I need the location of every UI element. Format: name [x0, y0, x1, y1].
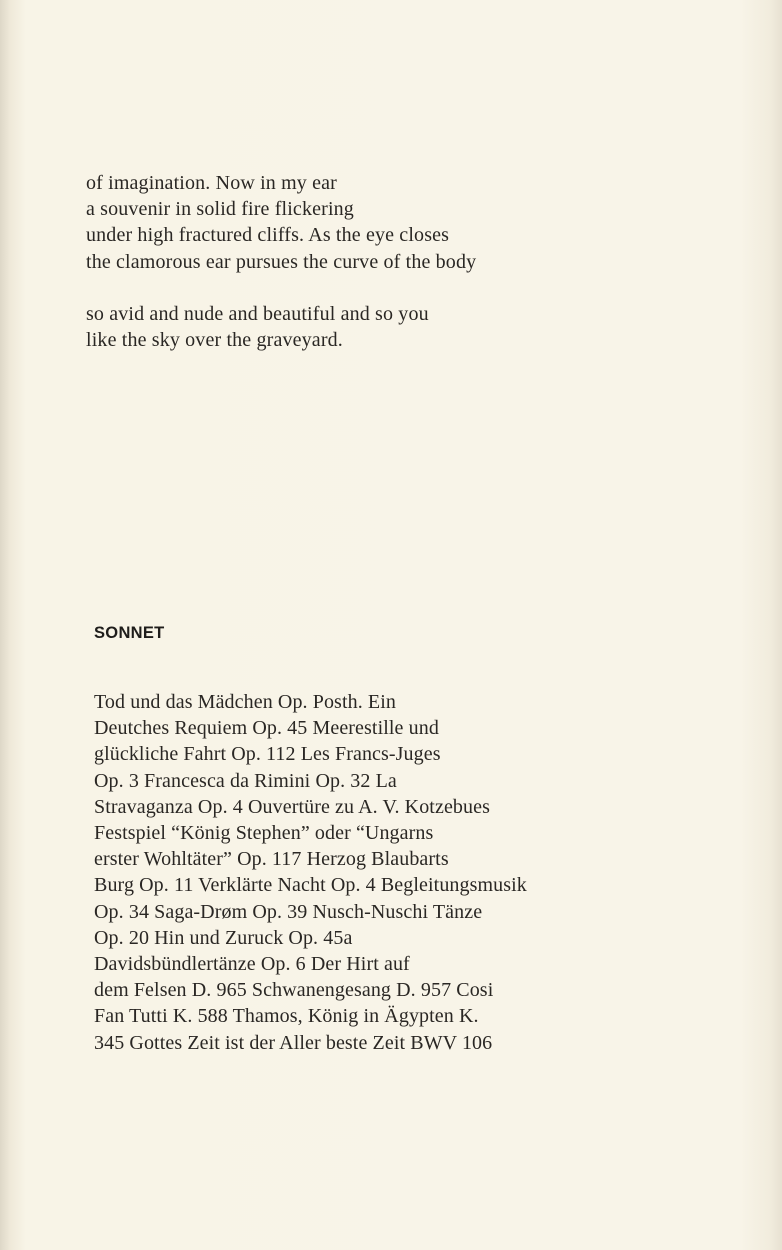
sonnet-title: SONNET — [94, 624, 165, 642]
poem-stanza-1 — [86, 170, 706, 275]
sonnet-body — [94, 689, 714, 1056]
poem-stanza-2 — [86, 301, 706, 353]
sonnet-line: erster Wohltäter” Op. 117 Herzog Blaubarts — [94, 848, 449, 871]
sonnet-line: Davidsbündlertänze Op. 6 Der Hirt auf — [94, 953, 410, 976]
sonnet-line: Tod und das Mädchen Op. Posth. Ein — [94, 691, 396, 713]
sonnet-line: Deutches Requiem Op. 45 Meerestille und — [94, 717, 439, 740]
poem-line: a souvenir in solid fire flickering — [86, 198, 354, 221]
poem-line: the clamorous ear pursues the curve of the body — [86, 250, 477, 273]
sonnet-line: Burg Op. 11 Verklärte Nacht Op. 4 Begleitungsmusik — [94, 874, 527, 897]
sonnet-line: Stravaganza Op. 4 Ouvertüre zu A. V. Kotzebues — [94, 795, 490, 818]
poem-line: of imagination. Now in my ear — [86, 172, 337, 194]
sonnet-line: dem Felsen D. 965 Schwanengesang D. 957 Cosi — [94, 979, 494, 1002]
poem-line: so avid and nude and beautiful and so you — [86, 303, 429, 325]
sonnet-line: Fan Tutti K. 588 Thamos, König in Ägypten K. — [94, 1005, 479, 1028]
sonnet-line: Op. 20 Hin und Zuruck Op. 45a — [94, 926, 353, 949]
sonnet-line: Op. 3 Francesca da Rimini Op. 32 La — [94, 769, 397, 792]
sonnet-line: Festspiel “König Stephen” oder “Ungarns — [94, 822, 434, 845]
sonnet-line: glückliche Fahrt Op. 112 Les Francs-Juges — [94, 743, 441, 766]
sonnet-line: Op. 34 Saga-Drøm Op. 39 Nusch-Nuschi Tänze — [94, 900, 483, 923]
sonnet-line: 345 Gottes Zeit ist der Aller beste Zeit BWV 106 — [94, 1031, 493, 1054]
poem-line: like the sky over the graveyard. — [86, 329, 343, 352]
poem-line: under high fractured cliffs. As the eye closes — [86, 224, 450, 247]
